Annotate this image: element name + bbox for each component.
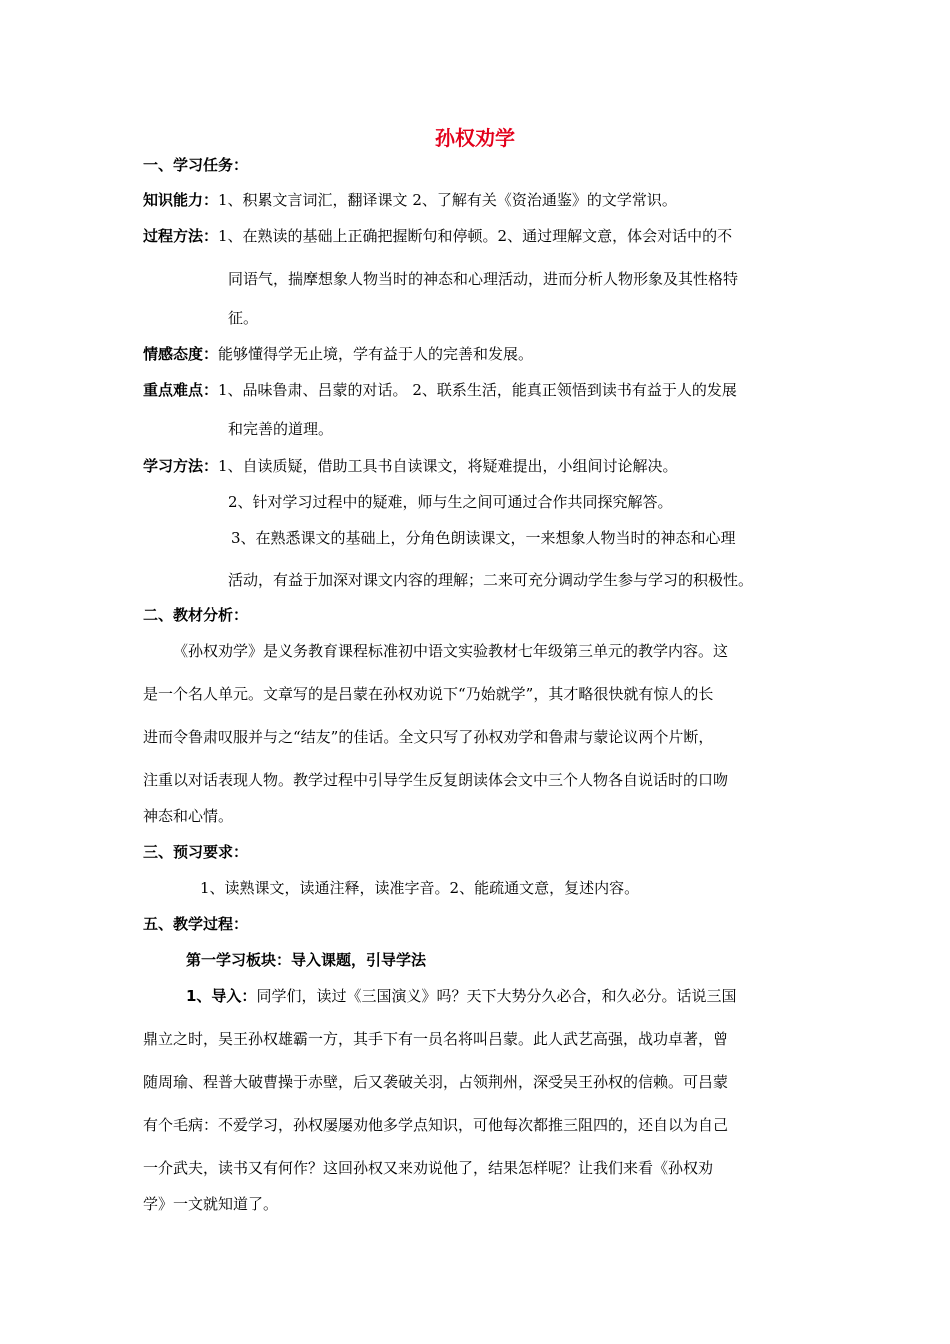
key-text-1: 1、品味鲁肃、吕蒙的对话。 2、联系生活，能真正领悟到读书有益于人的发展 bbox=[218, 381, 737, 399]
process-text-1: 1、在熟读的基础上正确把握断句和停顿。2、通过理解文意，体会对话中的不 bbox=[218, 227, 733, 245]
analysis-line-5: 神态和心情。 bbox=[143, 807, 234, 825]
method-text-1: 1、自读质疑，借助工具书自读课文，将疑难提出，小组间讨论解决。 bbox=[218, 457, 678, 475]
section-3-heading: 三、预习要求： bbox=[143, 843, 249, 861]
intro-line-2: 鼎立之时，吴王孙权雄霸一方，其手下有一员名将叫吕蒙。此人武艺高强，战功卓著，曾 bbox=[143, 1030, 729, 1048]
intro-label: 1、导入： bbox=[186, 987, 257, 1005]
emotion-text: 能够懂得学无止境，学有益于人的完善和发展。 bbox=[218, 345, 534, 363]
intro-text-1: 同学们，读过《三国演义》吗？天下大势分久必合，和久必分。话说三国 bbox=[256, 987, 737, 1005]
key-line-1 bbox=[143, 380, 737, 400]
analysis-line-2: 是一个名人单元。文章写的是吕蒙在孙权劝说下“乃始就学”，其才略很快就有惊人的长 bbox=[143, 685, 714, 703]
knowledge-label: 知识能力： bbox=[143, 191, 219, 209]
document-title: 孙权劝学 bbox=[435, 126, 515, 150]
section-1-heading: 一、学习任务： bbox=[143, 156, 249, 174]
preview-line: 1、读熟课文，读通注释，读准字音。2、能疏通文意，复述内容。 bbox=[200, 879, 640, 897]
intro-line-4: 有个毛病：不爱学习，孙权屡屡劝他多学点知识，可他每次都推三阻四的，还自以为自己 bbox=[143, 1116, 729, 1134]
method-label: 学习方法： bbox=[143, 457, 219, 475]
knowledge-line bbox=[143, 190, 677, 210]
analysis-line-3: 进而令鲁肃叹服并与之“结友”的佳话。全文只写了孙权劝学和鲁肃与蒙论议两个片断， bbox=[143, 728, 714, 746]
intro-line-6: 学》一文就知道了。 bbox=[143, 1195, 279, 1213]
process-label: 过程方法： bbox=[143, 227, 219, 245]
key-line-2: 和完善的道理。 bbox=[228, 420, 334, 438]
intro-line-1 bbox=[186, 986, 736, 1006]
method-line-3: 3、在熟悉课文的基础上，分角色朗读课文，一来想象人物当时的神态和心理 bbox=[231, 529, 736, 547]
emotion-line bbox=[143, 344, 533, 364]
method-line-4: 活动，有益于加深对课文内容的理解；二来可充分调动学生参与学习的积极性。 bbox=[228, 571, 754, 589]
section-5-heading: 五、教学过程： bbox=[143, 915, 249, 933]
block-1-title: 第一学习板块：导入课题，引导学法 bbox=[186, 951, 427, 969]
key-label: 重点难点： bbox=[143, 381, 219, 399]
method-line-1 bbox=[143, 456, 678, 476]
emotion-label: 情感态度： bbox=[143, 345, 219, 363]
analysis-line-4: 注重以对话表现人物。教学过程中引导学生反复朗读体会文中三个人物各自说话时的口吻 bbox=[143, 771, 729, 789]
process-line-2: 同语气，揣摩想象人物当时的神态和心理活动，进而分析人物形象及其性格特 bbox=[228, 270, 739, 288]
knowledge-text: 1、积累文言词汇，翻译课文 2、了解有关《资治通鉴》的文学常识。 bbox=[218, 191, 677, 209]
intro-line-3: 随周瑜、程普大破曹操于赤壁，后又袭破关羽，占领荆州，深受吴王孙权的信赖。可吕蒙 bbox=[143, 1073, 729, 1091]
analysis-line-1: 《孙权劝学》是义务教育课程标准初中语文实验教材七年级第三单元的教学内容。这 bbox=[173, 642, 729, 660]
method-line-2: 2、针对学习过程中的疑难，师与生之间可通过合作共同探究解答。 bbox=[228, 493, 673, 511]
intro-line-5: 一介武夫，读书又有何作？这回孙权又来劝说他了，结果怎样呢？让我们来看《孙权劝 bbox=[143, 1159, 714, 1177]
process-line-3: 征。 bbox=[228, 309, 259, 327]
process-line-1 bbox=[143, 226, 732, 246]
section-2-heading: 二、教材分析： bbox=[143, 606, 249, 624]
